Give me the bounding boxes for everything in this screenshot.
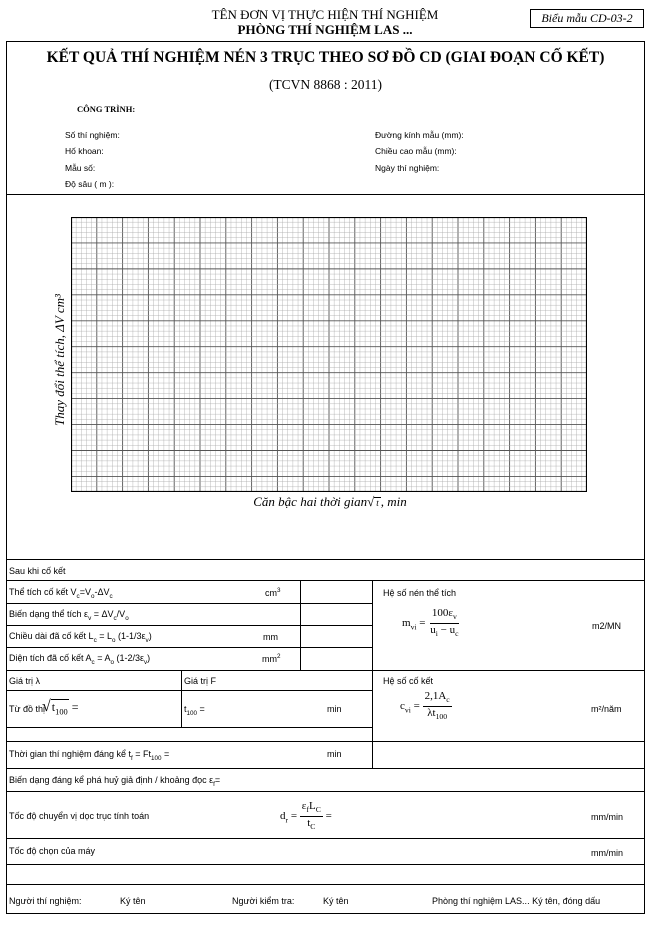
row-line [6, 791, 645, 792]
t100-unit: min [327, 704, 342, 714]
y-axis-label: Thay đổi thể tích, ΔV cm³ [52, 294, 67, 426]
consolidation-graph-grid [71, 217, 587, 492]
standard-ref: (TCVN 8868 : 2011) [268, 77, 383, 92]
row-line [6, 864, 645, 865]
sample-number-field: Mẫu số: [65, 163, 96, 173]
depth-field: Độ sâu ( m ): [65, 179, 115, 189]
strain-failure-label: Biến dạng đáng kể phá huỷ giả định / khoảng đọc $\varepsilon_f=$ [9, 775, 221, 788]
mv-formula: $m_{vi}$ = $\frac{100\varepsilon_v}{u_i - u_c}$ [402, 607, 459, 639]
row-line [6, 580, 645, 581]
row-line [6, 670, 645, 671]
after-consolidation-label: Sau khi cố kết [9, 566, 66, 576]
project-label: CÔNG TRÌNH: [77, 104, 136, 114]
unit-mm2: $mm^2$ [262, 653, 281, 664]
rate-formula: $d_r$ = $\frac{\varepsilon_fL_C}{t_C}$ = [280, 800, 332, 832]
x-axis-sqrt-var: t [376, 498, 379, 508]
page-title: KẾT QUẢ THÍ NGHIỆM NÉN 3 TRỤC THEO SƠ ĐỒ CD (GIAI ĐOẠN CỐ KẾT) [46, 49, 605, 66]
mv-title: Hệ số nén thể tích [383, 588, 457, 598]
sqrt-symbol: √ [367, 494, 375, 509]
volumetric-strain-label: Biến dạng thể tích $\varepsilon_v = \Delta V_c/V_o$ [9, 609, 129, 622]
x-axis-label-text: Căn bậc hai thời gian [253, 494, 368, 509]
checker-sign: Ký tên [323, 896, 349, 906]
checker-label: Người kiểm tra: [232, 896, 295, 906]
t100-field: $t_{100}$ = [184, 704, 205, 717]
height-field: Chiều cao mẫu (mm): [375, 146, 457, 156]
mv-fraction: $\frac{100\varepsilon_v}{u_i - u_c}$ [430, 607, 459, 639]
length-text: Chiều dài đã cố kết L [9, 631, 94, 641]
x-axis-label [190, 494, 470, 510]
test-number-field: Số thí nghiệm: [65, 130, 120, 140]
lab-sign-label: Phòng thí nghiệm LAS... Ký tên, đóng dấu [432, 896, 601, 906]
mv-unit: m2/MN [592, 621, 621, 631]
consolidated-volume-label: Thể tích cố kết $V_c=V_o-\Delta V_c$ [9, 587, 113, 600]
area-text: Diện tích đã cố kết A [9, 653, 92, 663]
borehole-field: Hố khoan: [65, 146, 104, 156]
row-line [6, 884, 645, 885]
row-line [6, 768, 645, 769]
row-line [6, 741, 645, 742]
f-label: Giá trị F [184, 676, 217, 686]
rate-fraction: $\frac{\varepsilon_fL_C}{t_C}$ [301, 800, 321, 832]
unit-cm3: $cm^3$ [265, 587, 281, 598]
test-time-label: Thời gian thí nghiệm đáng kể $t_f = Ft_{100}$ = [9, 749, 170, 762]
rate-unit: mm/min [591, 812, 623, 822]
consolidated-length-label: Chiều dài đã cố kết $L_c = L_o$ $(1-1/3\varepsilon_v)$ [9, 631, 152, 644]
tester-sign: Ký tên [120, 896, 146, 906]
cv-formula: $c_{vi}$ = $\frac{2,1A_c}{\lambda t_{100}}$ [400, 690, 450, 722]
col-line [372, 580, 373, 768]
col-line [300, 580, 301, 670]
lab-name: PHÒNG THÍ NGHIỆM LAS ... [237, 22, 413, 37]
row-line [6, 647, 372, 648]
tester-label: Người thí nghiệm: [9, 896, 82, 906]
strain-text: Biến dạng thể tích ε [9, 609, 89, 619]
rate-calc-label: Tốc độ chuyển vị dọc trục tính toán [9, 811, 150, 821]
cv-title: Hệ số cố kết [383, 676, 434, 686]
org-name: TÊN ĐƠN VỊ THỰC HIỆN THÍ NGHIỆM [211, 7, 439, 22]
unit-mm: mm [263, 632, 278, 642]
cv-fraction: $\frac{2,1A_c}{\lambda t_{100}}$ [424, 690, 450, 722]
consolidated-area-label: Diện tích đã cố kết $A_c = A_o$ $(1-2/3\varepsilon_v)$ [9, 653, 151, 666]
from-graph-label: Từ đồ thị [9, 704, 46, 714]
row-line [6, 727, 372, 728]
machine-rate-label: Tốc độ chọn của máy [9, 846, 96, 856]
col-line [181, 670, 182, 727]
test-date-field: Ngày thí nghiệm: [375, 163, 440, 173]
divider [6, 559, 645, 560]
lambda-label: Giá trị λ [9, 676, 41, 686]
sqrt-t100: $√t_{100}$ = [42, 698, 79, 717]
row-line [6, 603, 372, 604]
row-line [6, 690, 372, 691]
row-line [6, 838, 645, 839]
row-line [6, 625, 372, 626]
divider [6, 194, 645, 195]
cv-unit: m²/năm [591, 704, 622, 714]
volume-text: Thể tích cố kết V [9, 587, 77, 597]
form-code: Biểu mẫu CD-03-2 [530, 9, 644, 28]
diameter-field: Đường kính mẫu (mm): [375, 130, 464, 140]
x-axis-unit: , min [380, 494, 407, 509]
machine-rate-unit: mm/min [591, 848, 623, 858]
test-time-unit: min [327, 749, 342, 759]
